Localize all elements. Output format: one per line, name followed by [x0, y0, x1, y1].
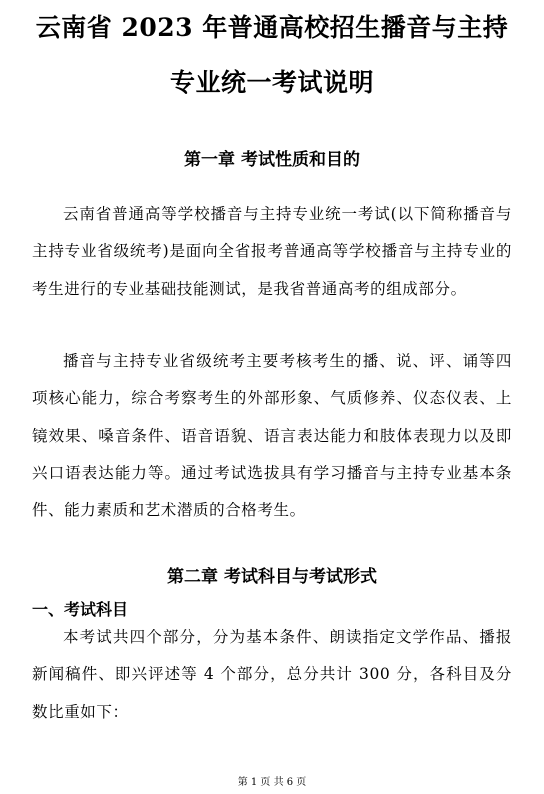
- chapter-2-paragraph-1: 本考试共四个部分，分为基本条件、朗读指定文学作品、播报新闻稿件、即兴评述等 4 个部分，总分共计 300 分，各科目及分数比重如下：: [32, 628, 512, 721]
- page-number-footer: 第 1 页 共 6 页: [237, 777, 307, 788]
- section-exam-subjects-title: 一、考试科目: [32, 600, 129, 619]
- chapter-2-heading: 第二章 考试科目与考试形式: [167, 567, 377, 587]
- document-title-line-2: 专业统一考试说明: [169, 68, 374, 97]
- document-title-line-1: 云南省 2023 年普通高校招生播音与主持: [35, 13, 509, 42]
- chapter-1-paragraph-2: 播音与主持专业省级统考主要考核考生的播、说、评、诵等四项核心能力，综合考察考生的外部形象、气质修养、仪态仪表、上镜效果、嗓音条件、语音语貌、语言表达能力和肢体表现力以及即兴口语表达能力等。通过考试选拔具有学习播音与主持专业基本条件、能力素质和艺术潜质的合格考生。: [32, 352, 512, 520]
- chapter-1-paragraph-1: 云南省普通高等学校播音与主持专业统一考试(以下简称播音与主持专业省级统考)是面向全省报考普通高等学校播音与主持专业的考生进行的专业基础技能测试，是我省普通高考的组成部分。: [32, 205, 512, 298]
- chapter-1-heading: 第一章 考试性质和目的: [184, 150, 360, 170]
